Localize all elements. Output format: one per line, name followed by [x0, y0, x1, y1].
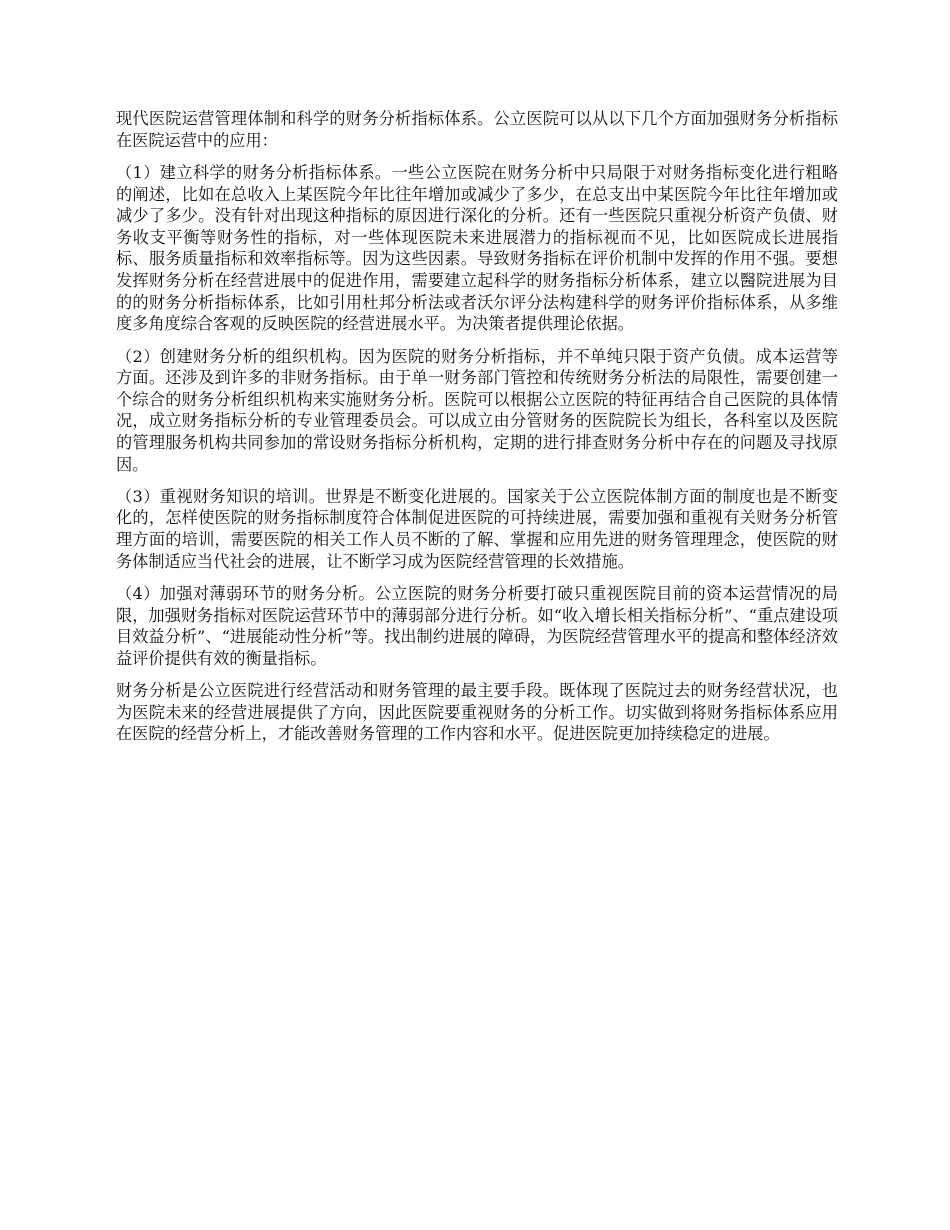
intro-paragraph: 现代医院运营管理体制和科学的财务分析指标体系。公立医院可以从以下几个方面加强财务分析指标在医院运营中的应用： [116, 109, 838, 150]
document-body [116, 108, 838, 756]
section-2-paragraph: （2）创建财务分析的组织机构。因为医院的财务分析指标，并不单纯只限于资产负债。成本运营等方面。还涉及到许多的非财务指标。由于单一财务部门管控和传统财务分析法的局限性，需要创建一个综合的财务分析组织机构来实施财务分析。医院可以根据公立医院的特征再结合自己医院的具体情况，成立财务指标分析的专业管理委员会。可以成立由分管财务的医院院长为组长，各科室以及医院的管理服务机构共同参加的常设财务指标分析机构，定期的进行排查财务分析中存在的问题及寻找原因。 [116, 346, 838, 474]
section-4-paragraph: （4）加强对薄弱环节的财务分析。公立医院的财务分析要打破只重视医院目前的资本运营情况的局限，加强财务指标对医院运营环节中的薄弱部分进行分析。如“收入增长相关指标分析”、“重点建设项目效益分析”、“进展能动性分析”等。找出制约进展的障碍，为医院经营管理水平的提高和整体经济效益评价提供有效的衡量指标。 [116, 584, 838, 668]
section-3-paragraph: （3）重视财务知识的培训。世界是不断变化进展的。国家关于公立医院体制方面的制度也是不断变化的，怎样使医院的财务指标制度符合体制促进医院的可持续进展，需要加强和重视有关财务分析管理方面的培训，需要医院的相关工作人员不断的了解、掌握和应用先进的财务管理理念，使医院的财务体制适应当代社会的进展，让不断学习成为医院经营管理的长效措施。 [116, 486, 838, 571]
section-1-paragraph: （1）建立科学的财务分析指标体系。一些公立医院在财务分析中只局限于对财务指标变化进行粗略的阐述，比如在总收入上某医院今年比往年增加或减少了多少，在总支出中某医院今年比往年增加或减少了多少。没有针对出现这种指标的原因进行深化的分析。还有一些医院只重视分析资产负债、财务收支平衡等财务性的指标，对一些体现医院未来进展潜力的指标视而不见，比如医院成长进展指标、服务质量指标和效率指标等。因为这些因素。导致财务指标在评价机制中发挥的作用不强。要想发挥财务分析在经营进展中的促进作用，需要建立起科学的财务指标分析体系，建立以醫院进展为目的的财务分析指标体系，比如引用杜邦分析法或者沃尔评分法构建科学的财务评价指标体系，从多维度多角度综合客观的反映医院的经营进展水平。为决策者提供理论依据。 [116, 162, 838, 334]
conclusion-paragraph: 财务分析是公立医院进行经营活动和财务管理的最主要手段。既体现了医院过去的财务经营状况，也为医院未来的经营进展提供了方向，因此医院要重视财务的分析工作。切实做到将财务指标体系应用在医院的经营分析上，才能改善财务管理的工作内容和水平。促进医院更加持续稳定的进展。 [116, 681, 838, 744]
